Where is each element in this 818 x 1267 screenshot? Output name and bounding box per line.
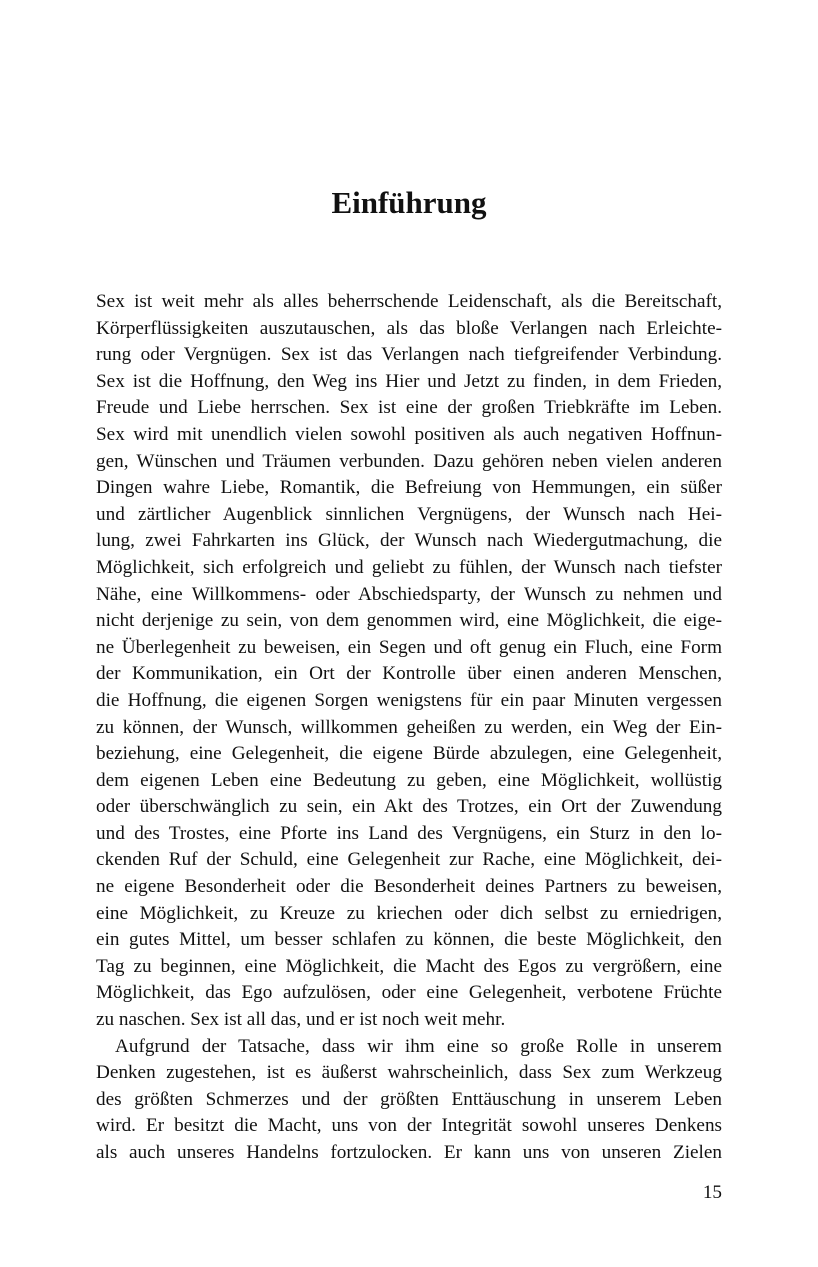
text-line: gen, Wünschen und Träumen verbunden. Dazu gehören neben vielen anderen	[96, 450, 722, 472]
page-number: 15	[702, 1182, 722, 1203]
text-line: Möglichkeit, das Ego aufzulösen, oder eine Gelegenheit, verbotene Früchte	[96, 982, 722, 1004]
text-line: des größten Schmerzes und der größten Enttäuschung in unserem Leben	[96, 1088, 722, 1110]
paragraph-2	[96, 1034, 722, 1167]
text-line: ckenden Ruf der Schuld, eine Gelegenheit zur Rache, eine Möglichkeit, dei-	[96, 849, 722, 871]
text-line: wird. Er besitzt die Macht, uns von der Integrität sowohl unseres Denkens	[96, 1115, 722, 1137]
text-line: nicht derjenige zu sein, von dem genommen wird, eine Möglichkeit, die eige-	[96, 610, 722, 632]
text-line: Nähe, eine Willkommens- oder Abschiedsparty, der Wunsch zu nehmen und	[96, 583, 722, 605]
text-line: Sex ist weit mehr als alles beherrschende Leidenschaft, als die Bereitschaft,	[96, 291, 722, 312]
text-line: Dingen wahre Liebe, Romantik, die Befreiung von Hemmungen, ein süßer	[96, 477, 722, 499]
text-line: und des Trostes, eine Pforte ins Land des Vergnügens, ein Sturz in den lo-	[96, 822, 722, 844]
text-line: zu können, der Wunsch, willkommen geheißen zu werden, ein Weg der Ein-	[96, 716, 722, 738]
text-line: ne Überlegenheit zu beweisen, ein Segen und oft genug ein Fluch, eine Form	[96, 636, 722, 658]
text-line: lung, zwei Fahrkarten ins Glück, der Wunsch nach Wiedergutmachung, die	[96, 530, 722, 552]
text-line: Sex ist die Hoffnung, den Weg ins Hier und Jetzt zu finden, in dem Frieden,	[96, 370, 722, 392]
text-line: als auch unseres Handelns fortzulocken. Er kann uns von unseren Zielen	[96, 1142, 722, 1163]
text-line: oder überschwänglich zu sein, ein Akt des Trotzes, ein Ort der Zuwendung	[96, 796, 722, 818]
text-line: die Hoffnung, die eigenen Sorgen wenigstens für ein paar Minuten vergessen	[96, 689, 722, 711]
text-line: Körperflüssigkeiten auszutauschen, als das bloße Verlangen nach Erleichte-	[96, 317, 722, 339]
paragraph-1	[96, 289, 722, 1034]
text-line: dem eigenen Leben eine Bedeutung zu geben, eine Möglichkeit, wollüstig	[96, 769, 722, 791]
text-line: eine Möglichkeit, zu Kreuze zu kriechen oder dich selbst zu erniedrigen,	[96, 902, 722, 924]
body-text	[96, 289, 722, 1167]
chapter-title: Einführung	[331, 185, 487, 220]
text-line: ne eigene Besonderheit oder die Besonderheit deines Partners zu beweisen,	[96, 876, 722, 898]
text-line: Denken zugestehen, ist es äußerst wahrscheinlich, dass Sex zum Werkzeug	[96, 1062, 722, 1084]
text-line: zu naschen. Sex ist all das, und er ist noch weit mehr.	[96, 1009, 506, 1031]
text-line: Freude und Liebe herrschen. Sex ist eine der großen Triebkräfte im Leben.	[96, 397, 722, 419]
text-line: Aufgrund der Tatsache, dass wir ihm eine so große Rolle in unserem	[115, 1035, 722, 1057]
text-line: und zärtlicher Augenblick sinnlichen Vergnügens, der Wunsch nach Hei-	[96, 503, 722, 525]
text-line: ein gutes Mittel, um besser schlafen zu können, die beste Möglichkeit, den	[96, 929, 722, 951]
text-line: Sex wird mit unendlich vielen sowohl positiven als auch negativen Hoffnun-	[96, 423, 722, 445]
text-line: beziehung, eine Gelegenheit, die eigene Bürde abzulegen, eine Gelegenheit,	[96, 743, 722, 765]
text-line: Möglichkeit, sich erfolgreich und geliebt zu fühlen, der Wunsch nach tiefster	[96, 556, 722, 578]
text-line: der Kommunikation, ein Ort der Kontrolle über einen anderen Menschen,	[96, 663, 722, 685]
text-line: Tag zu beginnen, eine Möglichkeit, die Macht des Egos zu vergrößern, eine	[96, 955, 722, 977]
text-line: rung oder Vergnügen. Sex ist das Verlangen nach tiefgreifender Verbindung.	[96, 344, 722, 366]
